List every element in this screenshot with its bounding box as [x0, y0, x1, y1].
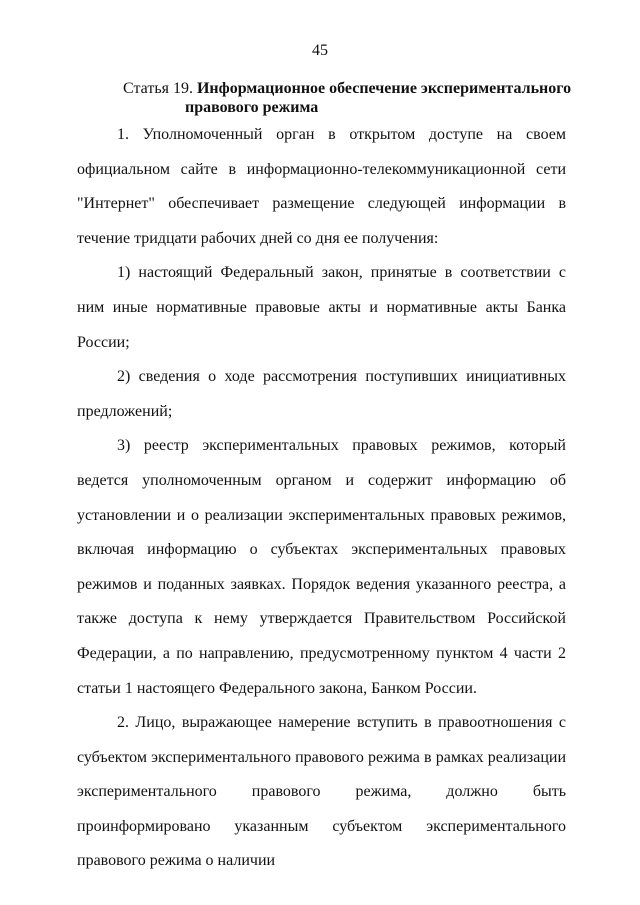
article-number: Статья 19.	[123, 80, 193, 97]
article-title-line1: Информационное обеспечение экспериментального	[196, 80, 572, 97]
paragraph-2: 2. Лицо, выражающее намерение вступить в правоотношения с субъектом экспериментального правового режима в рамках реализации экспериментального правового режима, должно быть проинформировано указанным субъектом экспериментального правового режима о наличии	[77, 714, 566, 870]
article-heading	[123, 79, 583, 117]
article-title-line2: правового режима	[185, 99, 319, 116]
paragraph-item-1: 1) настоящий Федеральный закон, принятые в соответствии с ним иные нормативные правовые акты и нормативные акты Банка России;	[77, 264, 566, 351]
paragraph-1: 1. Уполномоченный орган в открытом доступе на своем официальном сайте в информационно-телекоммуникационной сети "Интернет" обеспечивает размещение следующей информации в течение тридцати рабочих дней со дня ее получения:	[77, 126, 566, 247]
paragraph-item-2: 2) сведения о ходе рассмотрения поступивших инициативных предложений;	[77, 368, 566, 420]
article-body	[77, 118, 566, 879]
page-number: 45	[312, 42, 328, 59]
paragraph-item-3: 3) реестр экспериментальных правовых режимов, который ведется уполномоченным органом и содержит информацию об установлении и о реализации экспериментальных правовых режимов, включая информацию о субъектах экспериментальных правовых режимов и поданных заявках. Порядок ведения указанного реестра, а также доступа к нему утверждается Правительством Российской Федерации, а по направлению, предусмотренному пунктом 4 части 2 статьи 1 настоящего Федерального закона, Банком России.	[77, 437, 566, 697]
